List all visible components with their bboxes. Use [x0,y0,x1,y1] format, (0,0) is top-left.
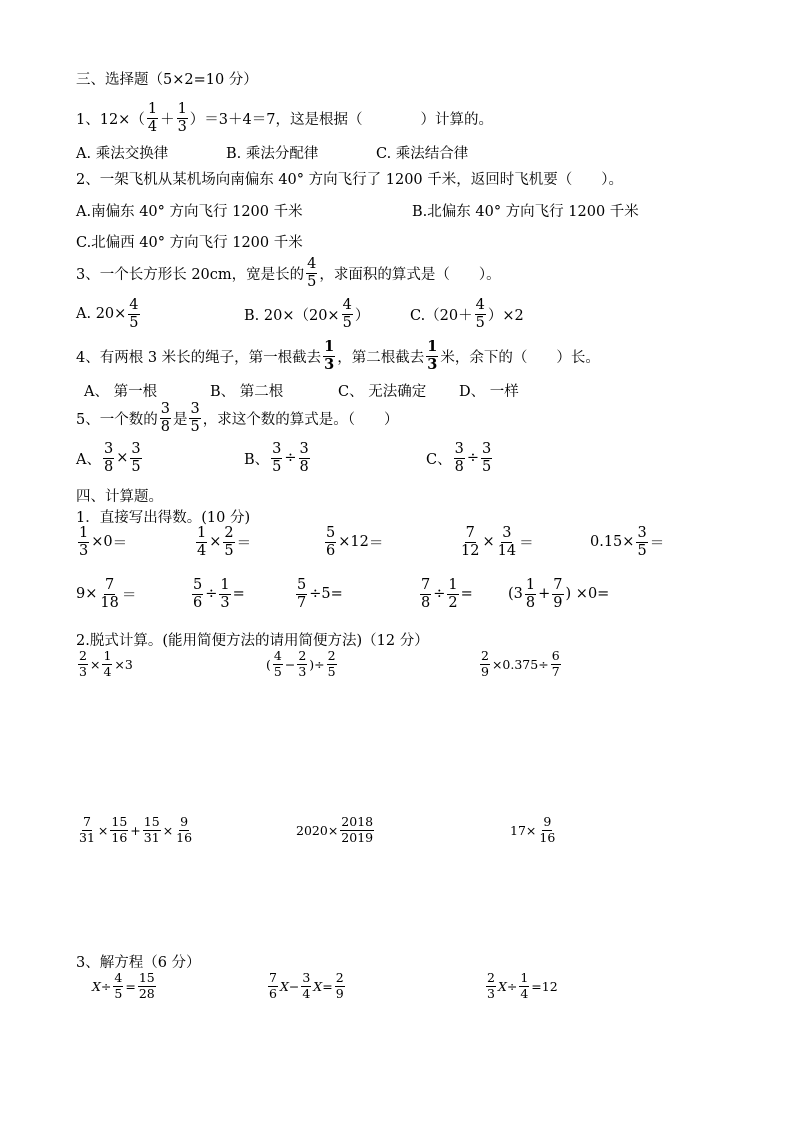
q5-fraction-2: $\frac{3}{5}$ [190,401,200,435]
q3-prefix: 3、一个长方形长 20cm，宽是长的 [76,266,305,283]
calc-item-3: $\frac{2}{9}$ ×0.375÷ $\frac{6}{7}$ [481,648,560,679]
equation-1: X ÷ $\frac{4}{5}$ = $\frac{15}{28}$ [92,970,155,1001]
q4-suffix: 米，余下的（ ）长。 [440,349,600,366]
question-3 [76,257,501,289]
mental-item-4: $\frac{7}{12}$ × $\frac{3}{14}$ ＝ [461,525,534,559]
q3-option-a: A. 20× $\frac{4}{5}$ [76,297,139,331]
q5-suffix: ，求这个数的算式是。（ ） [202,411,399,428]
q4-middle: ，第二根截去 [337,349,425,366]
q2-option-c: C.北偏西 40° 方向飞行 1200 千米 [76,235,303,251]
mental-item-1: $\frac{1}{3}$ × 0 ＝ [79,525,128,559]
plus-sign: ＋ [160,111,175,128]
q2-option-a: A.南偏东 40° 方向飞行 1200 千米 [76,204,303,220]
mental-item-7: $\frac{5}{6}$ ÷ $\frac{1}{3}$ = [193,577,245,611]
q3-suffix: ，求面积的算式是（ ）。 [319,266,501,283]
mental-item-8: $\frac{5}{7}$ ÷ 5 = [297,577,343,611]
equation-3: $\frac{2}{3}$ X ÷ $\frac{1}{4}$ = 12 [487,970,558,1001]
q5-option-a: A、 $\frac{3}{8}$ × $\frac{3}{5}$ [76,441,141,475]
question-4 [76,340,600,372]
q2-option-b: B.北偏东 40° 方向飞行 1200 千米 [412,204,639,220]
q3-option-b: B. 20×（20× $\frac{4}{5}$ ） [244,297,370,331]
question-2: 2、一架飞机从某机场向南偏东 40° 方向飞行了 1200 千米，返回时飞机要（ ）。 [76,172,624,188]
q1-option-b: B. 乘法分配律 [226,146,319,162]
q1-fraction-1: $\frac{1}{4}$ [147,101,158,135]
mental-item-9: $\frac{7}{8}$ ÷ $\frac{1}{2}$ = [421,577,473,611]
calc-item-1: $\frac{2}{3}$ × $\frac{1}{4}$ ×3 [79,648,133,679]
section-title-calc: 四、计算题。 [76,489,163,505]
calc-item-5: 2020 × $\frac{2018}{2019}$ [296,814,374,845]
part3-title: 3、解方程（6 分） [76,955,201,971]
q1-option-a: A. 乘法交换律 [76,146,169,162]
q5-option-b: B、 $\frac{3}{5}$ ÷ $\frac{3}{8}$ [244,441,309,475]
q4-option-d: D、 一样 [459,384,519,400]
q4-prefix: 4、有两根 3 米长的绳子，第一根截去 [76,349,322,366]
question-5 [76,402,398,434]
q3-fraction: $\frac{4}{5}$ [307,256,317,290]
part2-title: 2.脱式计算。(能用简便方法的请用简便方法)（12 分） [76,633,429,649]
q5-prefix: 5、一个数的 [76,411,158,428]
q1-suffix: ）＝3＋4＝7，这是根据（ ）计算的。 [189,111,493,128]
q1-fraction-2: $\frac{1}{3}$ [177,101,187,135]
q4-option-b: B、 第二根 [210,384,284,400]
q5-middle: 是 [172,411,188,428]
mental-item-5: 0.15 × $\frac{3}{5}$ ＝ [590,525,665,559]
q1-prefix: 1、12×（ [76,111,145,128]
mental-item-2: $\frac{1}{4}$ × $\frac{2}{5}$ ＝ [197,525,252,559]
q5-fraction-1: $\frac{3}{8}$ [160,401,170,435]
q3-option-c: C.（20＋ $\frac{4}{5}$ ）×2 [410,297,524,331]
q5-option-c: C、 $\frac{3}{8}$ ÷ $\frac{3}{5}$ [426,441,492,475]
q4-option-c: C、 无法确定 [338,384,427,400]
equation-2: $\frac{7}{6}$ X − $\frac{3}{4}$ X = $\frac{2}{9}$ [269,970,344,1001]
part1-title: 1．直接写出得数。(10 分) [76,510,251,526]
q1-option-c: C. 乘法结合律 [376,146,469,162]
section-title-choice: 三、选择题（5×2=10 分） [76,72,258,88]
calc-item-2: ( $\frac{4}{5}$ − $\frac{2}{3}$ )÷ $\frac{2}{5}$ [266,648,336,679]
mental-item-6: 9 × $\frac{7}{18}$ ＝ [76,577,137,611]
mental-item-3: $\frac{5}{6}$ × 12 ＝ [326,525,384,559]
calc-item-4: $\frac{7}{31}$ × $\frac{15}{16}$ + $\frac{15}{31}$ × $\frac{9}{16}$ [79,814,193,845]
question-1 [76,102,493,134]
q4-option-a: A、 第一根 [84,384,158,400]
q4-fraction-1: $\frac{1}{3}$ [324,338,335,373]
mental-item-10: (3 $\frac{1}{8}$ + $\frac{7}{9}$ ) ×0= [508,577,610,611]
q4-fraction-2: $\frac{1}{3}$ [427,338,438,373]
calc-item-6: 17 × $\frac{9}{16}$ [510,814,556,845]
